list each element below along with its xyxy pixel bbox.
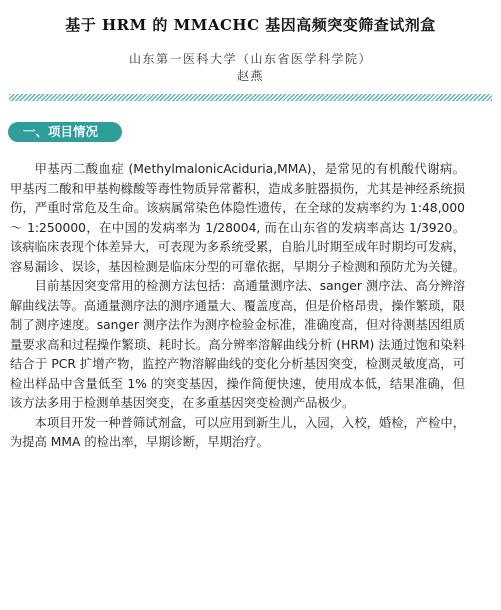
author-affiliation: 山东第一医科大学（山东省医学科学院） (128, 52, 372, 66)
section-heading-badge (8, 122, 122, 142)
section-heading-label: 一、项目情况 (23, 124, 99, 139)
body-text (10, 160, 465, 453)
decorative-divider (9, 94, 492, 101)
document-title: 基于 HRM 的 MMACHC 基因高频突变筛查试剂盒 (65, 16, 436, 34)
paragraph: 本项目开发一种普筛试剂盒，可以应用到新生儿，入园，入校，婚检，产检中，为提高 MMA 的检出率，早期诊断，早期治疗。 (10, 415, 465, 449)
paragraph: 甲基丙二酸血症 (MethylmalonicAciduria,MMA)，是常见的有机酸代谢病。甲基丙二酸和甲基枸橼酸等毒性物质异常蓄积，造成多脏器损伤，尤其是神经系统损伤，严重时常危及生命。该病属常染色体隐性遗传，在全球的发病率约为 1:48,000 ～ 1:250000，在中国的发病率为 1/28004, 而在山东省的发病率高达 1/3920。该病临床表现个体差异大，可表现为多系统受累，自胎儿时期至成年时期均可发病，容易漏诊、误诊，基因检测是临床分型的可靠依据，早期分子检测和预防尤为关键。 (10, 162, 465, 274)
paragraph: 目前基因突变常用的检测方法包括：高通量测序法、sanger 测序法、高分辨溶解曲线法等。高通量测序法的测序通量大、覆盖度高，但是价格昂贵，操作繁琐，限制了测序速度。sanger 测序法作为测序检验金标准，准确度高，但对待测基因组质量要求高和过程操作繁琐、耗时长。高分辨率溶解曲线分析 (HRM) 法通过饱和染料结合于 PCR 扩增产物，监控产物溶解曲线的变化分析基因突变，检测灵敏度高，可检出样品中含量低至 1% 的突变基因，操作简便快速，使用成本低，结果准确，但该方法多用于检测单基因突变，在多重基因突变检测产品极少。 (10, 279, 465, 410)
author-name: 赵燕 (236, 69, 264, 83)
